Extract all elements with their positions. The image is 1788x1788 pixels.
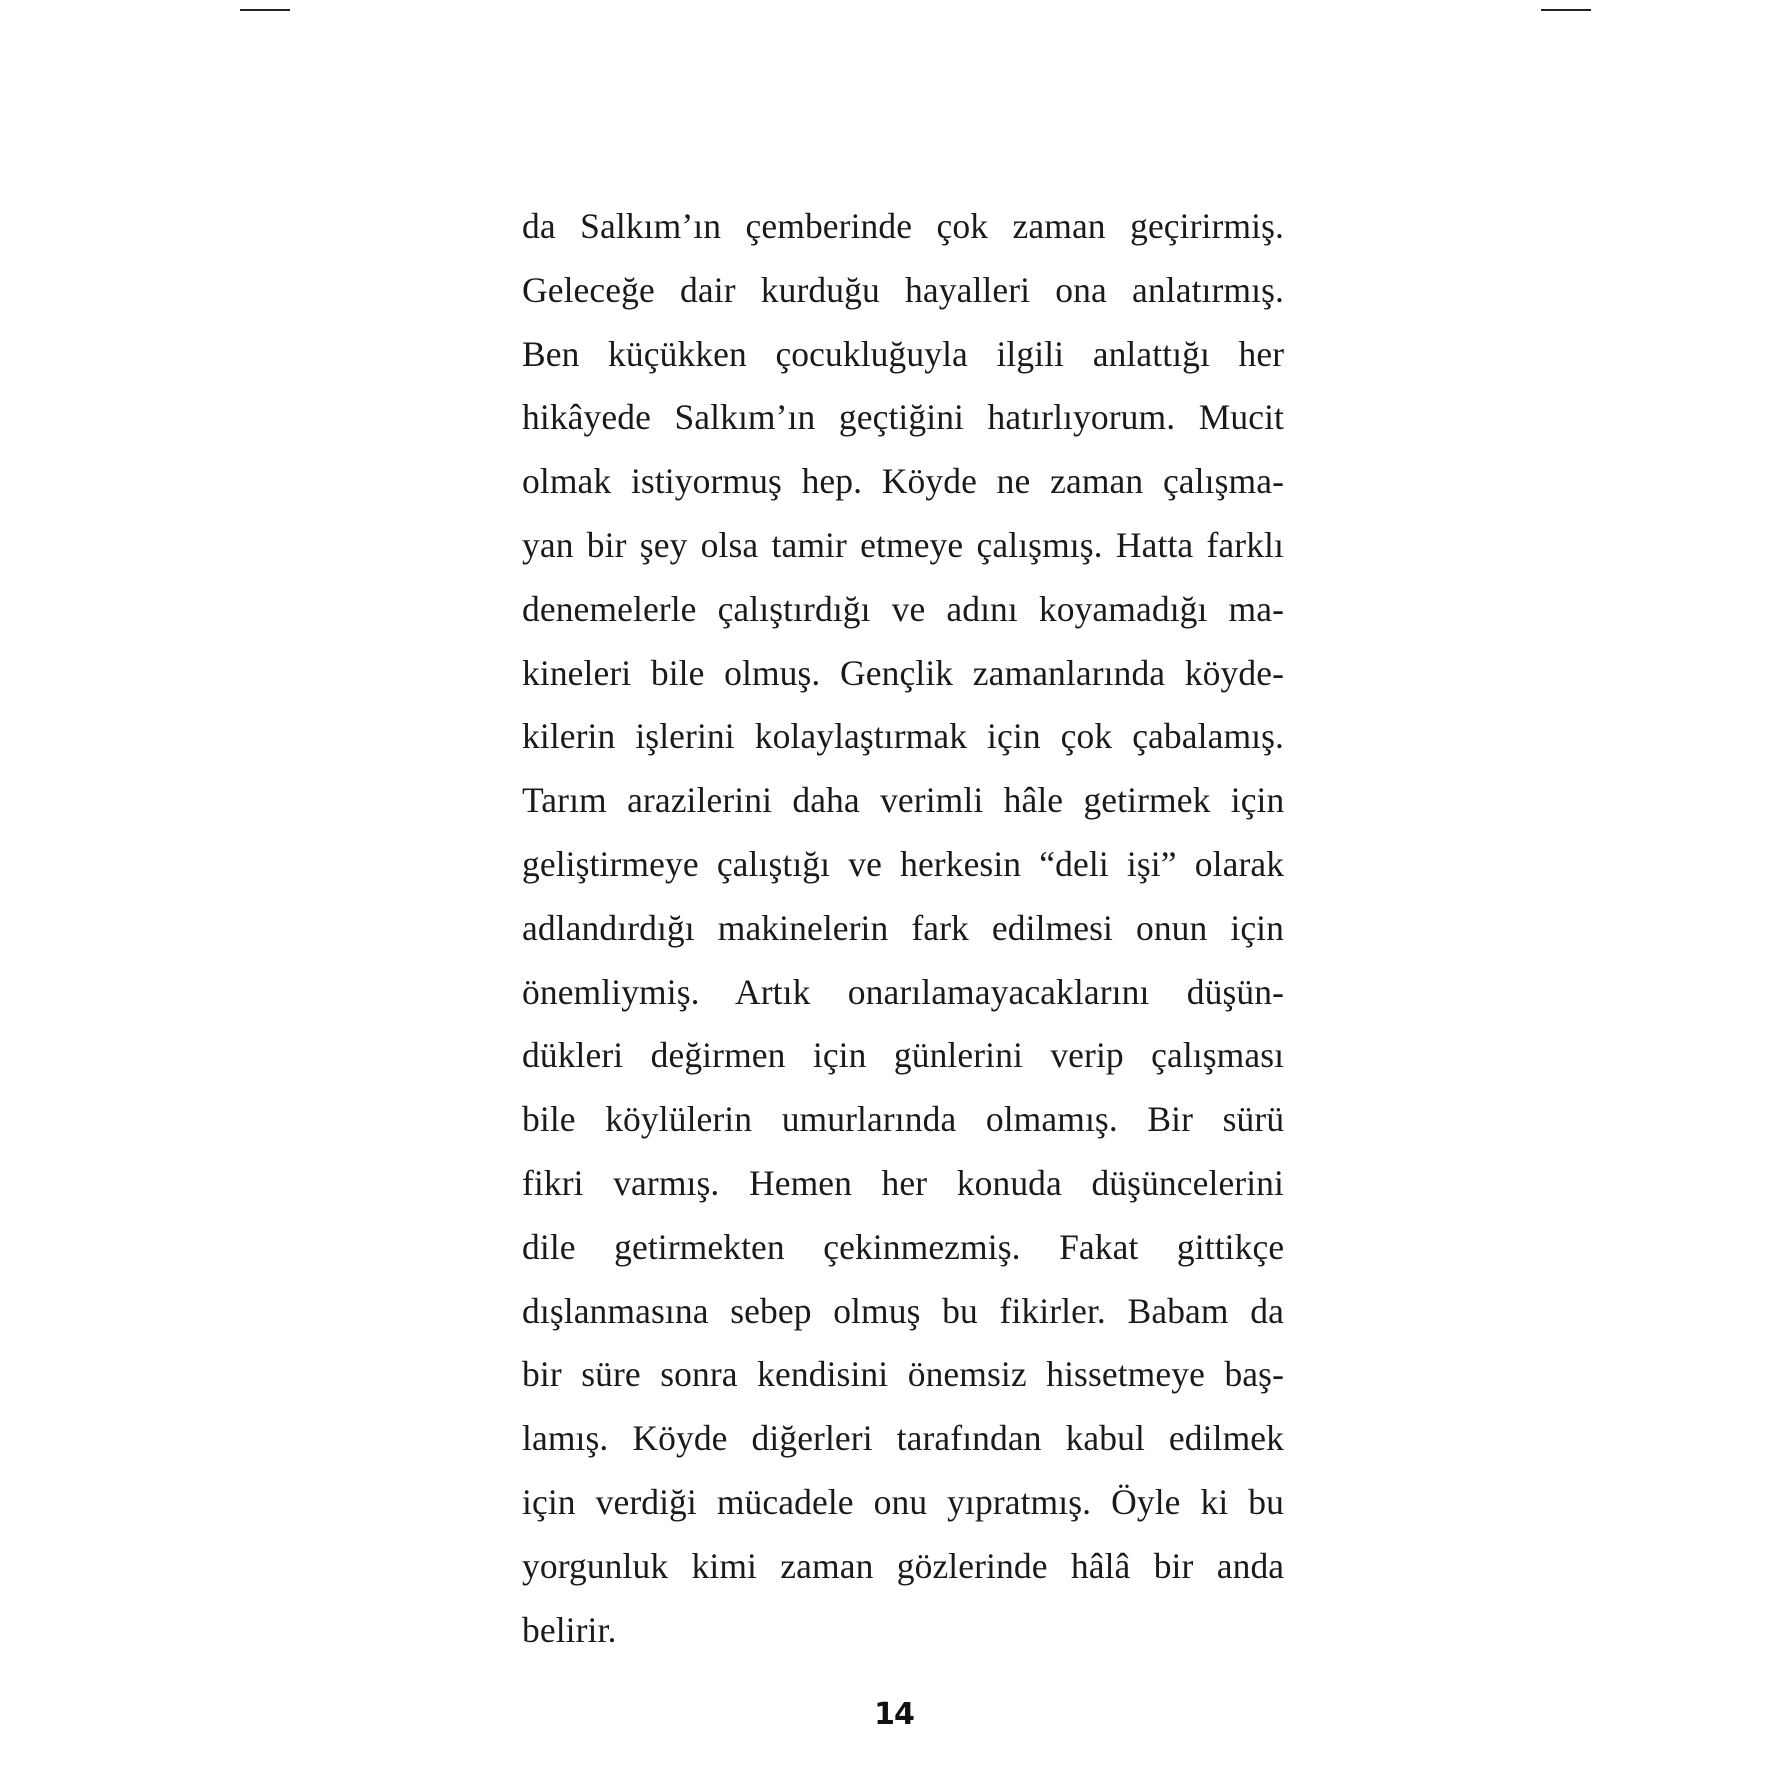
text-line: olmak istiyormuş hep. Köyde ne zaman çalışma- <box>522 461 1284 502</box>
text-line: geliştirmeye çalıştığı ve herkesin “deli işi” olarak <box>522 843 1285 884</box>
text-line: dışlanmasına sebep olmuş bu fikirler. Babam da <box>522 1290 1284 1331</box>
text-line: Tarım arazilerini daha verimli hâle getirmek için <box>522 780 1285 821</box>
text-line: bir süre sonra kendisini önemsiz hissetmeye baş- <box>522 1354 1284 1395</box>
crop-mark-right <box>1541 9 1591 11</box>
text-line: Ben küçükken çocukluğuyla ilgili anlattığı her <box>522 333 1285 374</box>
text-line: lamış. Köyde diğerleri tarafından kabul edilmek <box>522 1418 1284 1459</box>
text-line: kineleri bile olmuş. Gençlik zamanlarında köyde- <box>522 652 1284 693</box>
text-line: önemliymiş. Artık onarılamayacaklarını düşün- <box>522 971 1284 1012</box>
text-line: Geleceğe dair kurduğu hayalleri ona anlatırmış. <box>522 269 1284 310</box>
crop-mark-left <box>240 9 290 11</box>
page-number: 14 <box>874 1697 914 1732</box>
text-line: adlandırdığı makinelerin fark edilmesi onun için <box>522 907 1284 948</box>
text-line: bile köylülerin umurlarında olmamış. Bir sürü <box>522 1099 1285 1140</box>
text-line-last: belirir. <box>522 1609 617 1650</box>
text-line: dükleri değirmen için günlerini verip çalışması <box>522 1035 1285 1076</box>
text-line: dile getirmekten çekinmezmiş. Fakat gittikçe <box>522 1226 1285 1267</box>
text-line: için verdiği mücadele onu yıpratmış. Öyle ki bu <box>522 1481 1284 1522</box>
text-line: kilerin işlerini kolaylaştırmak için çok çabalamış. <box>522 716 1285 757</box>
text-line: da Salkım’ın çemberinde çok zaman geçirirmiş. <box>522 206 1284 246</box>
text-line: yan bir şey olsa tamir etmeye çalışmış. Hatta farklı <box>522 524 1284 565</box>
text-line: yorgunluk kimi zaman gözlerinde hâlâ bir anda <box>522 1545 1285 1586</box>
text-line: fikri varmış. Hemen her konuda düşüncelerini <box>522 1162 1284 1203</box>
body-paragraph <box>522 195 1284 1662</box>
text-line: denemelerle çalıştırdığı ve adını koyamadığı ma- <box>522 588 1284 629</box>
text-line: hikâyede Salkım’ın geçtiğini hatırlıyorum. Mucit <box>522 397 1284 438</box>
